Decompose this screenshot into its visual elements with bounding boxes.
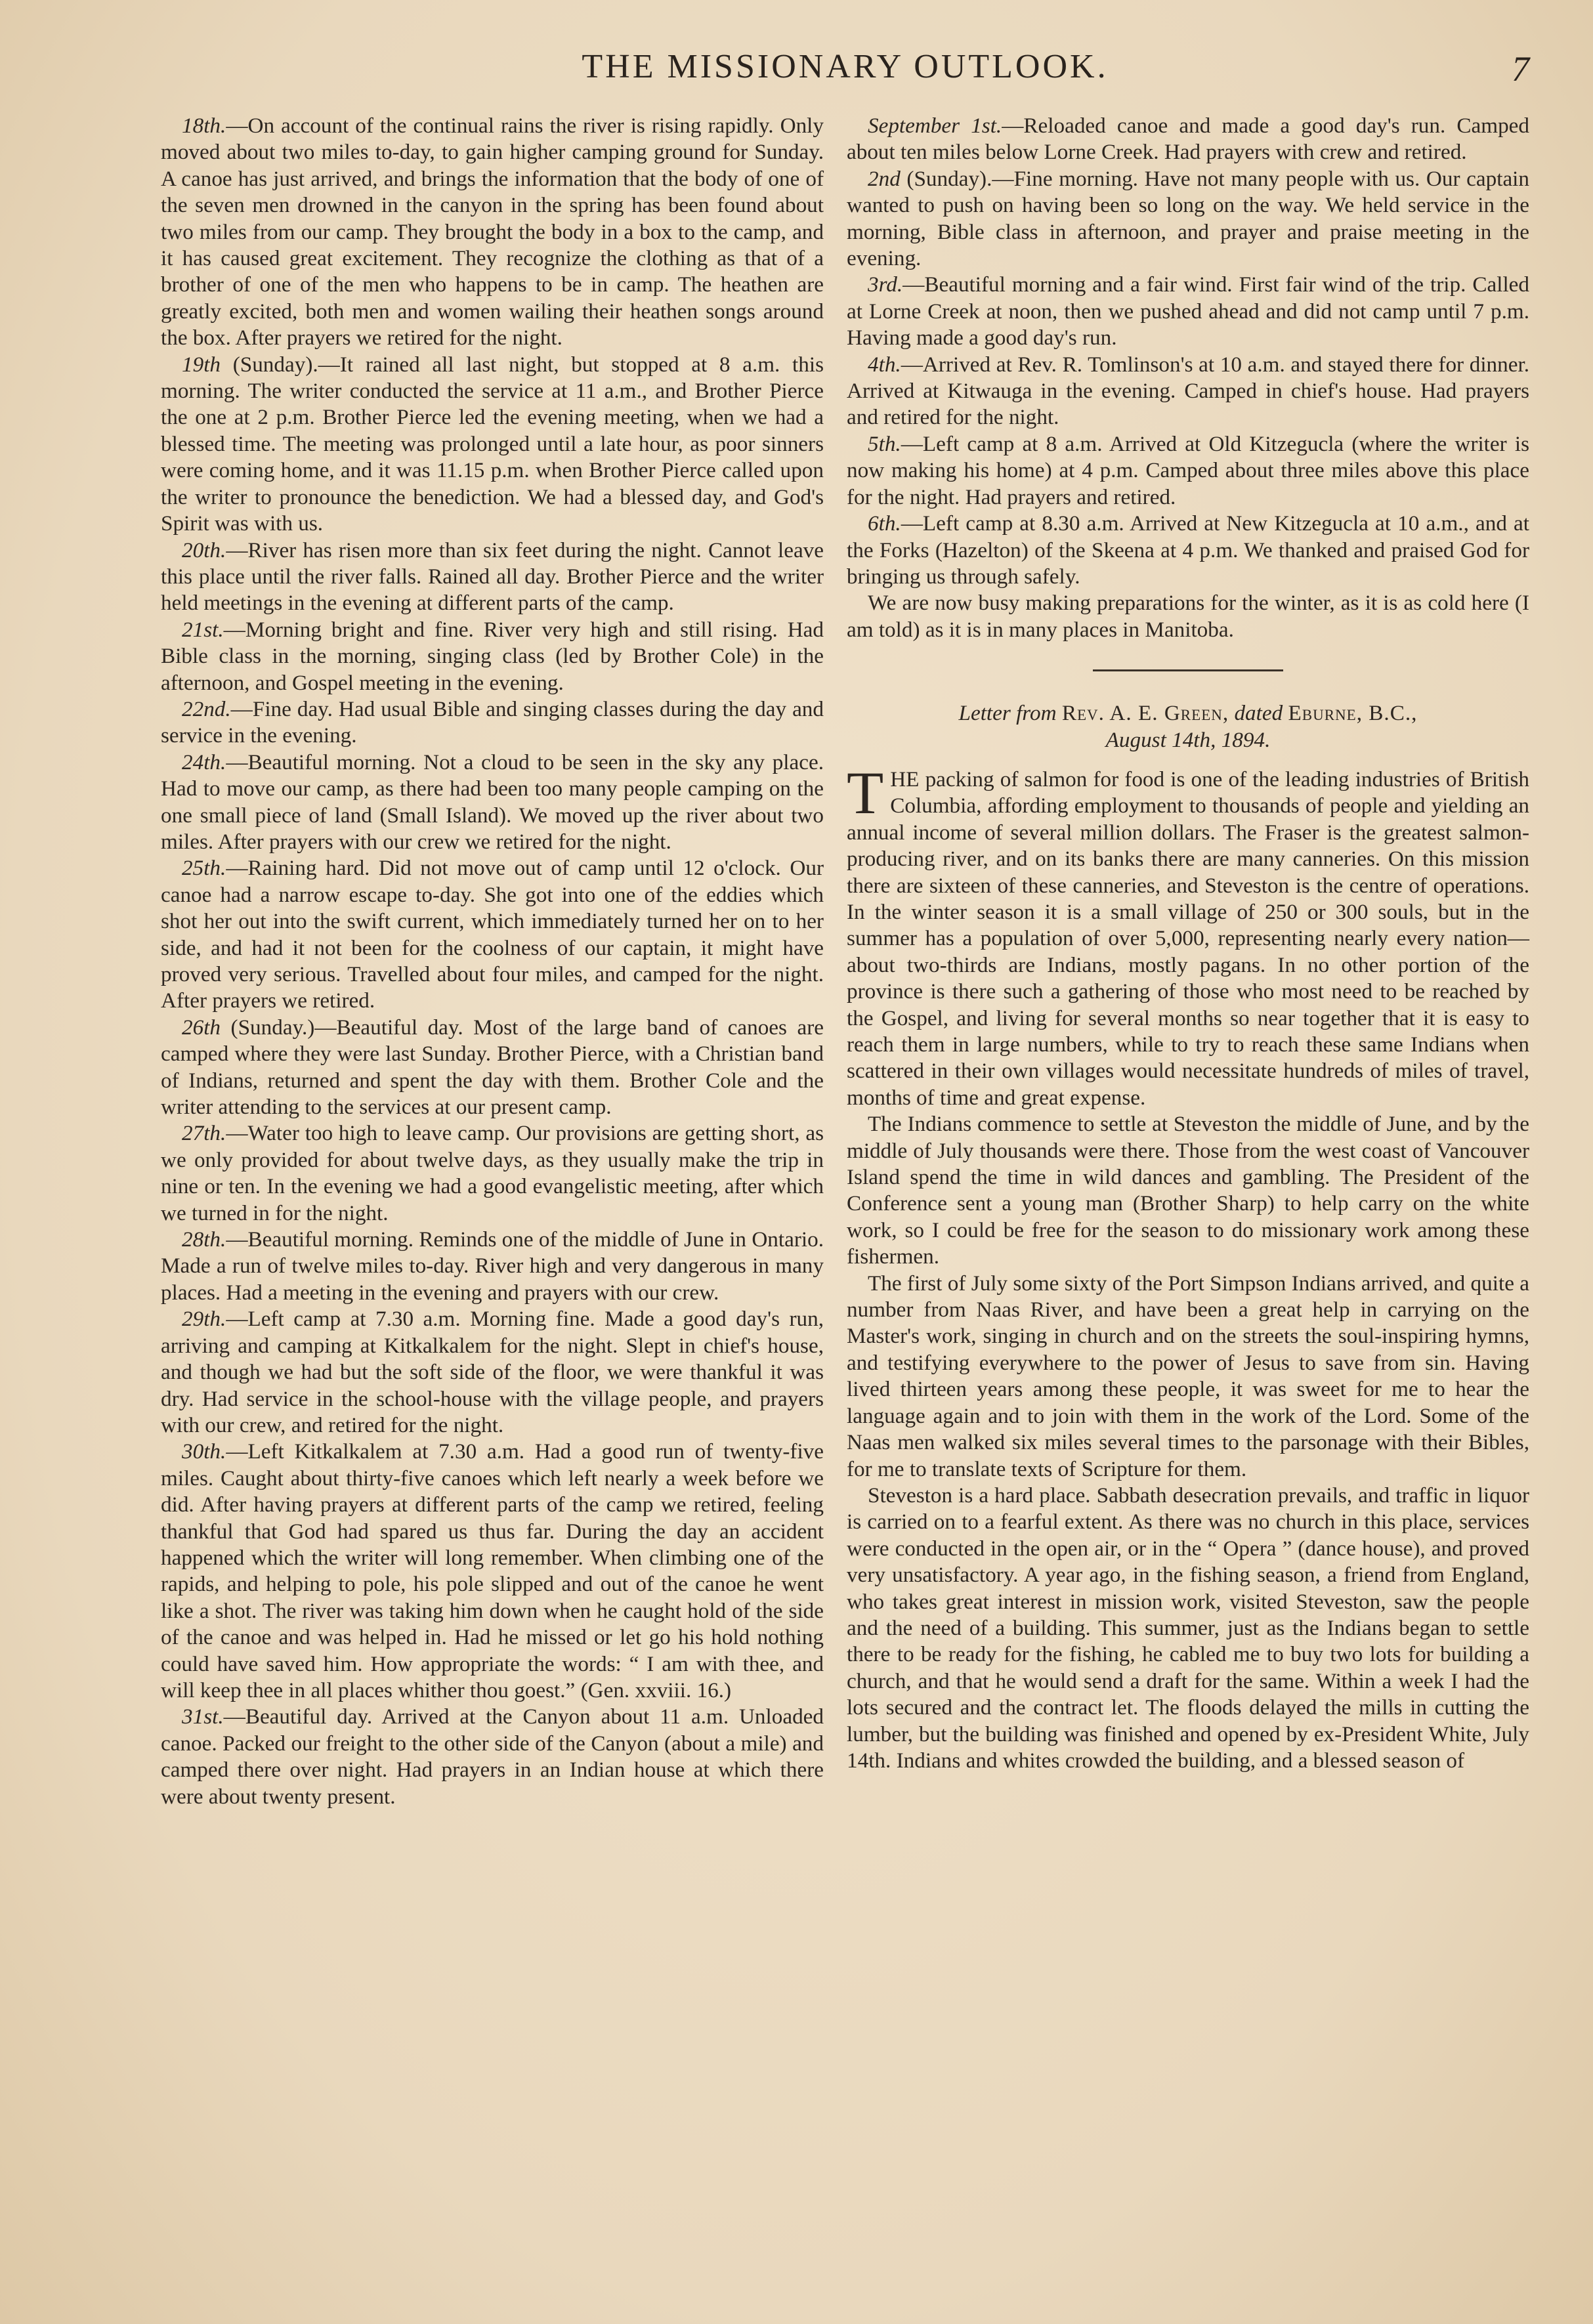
diary-entry	[847, 166, 1529, 272]
right-column	[847, 113, 1529, 1774]
entry-date: 25th.	[182, 856, 226, 881]
diary-entry	[161, 352, 824, 538]
entry-text: —Reloaded canoe and made a good day's run. Camped about ten miles below Lorne Creek. Had prayers with crew and retired.	[847, 114, 1529, 165]
letter-paragraph-text: The first of July some sixty of the Port Simpson Indians arrived, and quite a number from Naas River, and have been a great help in carrying on the Master's work, singing in church and on the streets the soul-inspiring hymns, and testifying everywhere to the power of Jesus to save from sin. Having lived thirteen years among these people, it was sweet for me to hear the language again and to join with them in the work of the Lord. Some of the Naas men walked six miles several times to the parsonage with their Bibles, for me to translate texts of Scripture for them.	[847, 1271, 1529, 1481]
diary-entry	[161, 750, 824, 856]
entry-date: 5th.	[868, 431, 901, 456]
entry-text: —Morning bright and fine. River very high and still rising. Had Bible class in the morning, singing class (led by Brother Cole) in the afternoon, and Gospel meeting in the evening.	[161, 617, 824, 695]
diary-entry	[847, 511, 1529, 590]
diary-entry	[847, 431, 1529, 511]
entry-text: —Fine day. Had usual Bible and singing classes during the day and service in the evening.	[161, 696, 824, 748]
letter-heading-name: Rev. A. E. Green,	[1061, 701, 1229, 726]
diary-entries-continued	[847, 113, 1529, 643]
first-word-rest: HE	[890, 767, 920, 792]
letter-paragraph-text: The Indians commence to settle at Steveston the middle of June, and by the middle of July thousands were there. Those from the west coast of Vancouver Island spend the time in wild dances and gambling. The President of the Conference sent a young man (Brother Sharp) to help carry on the white work, so I could be free for the season to do missionary work among these fishermen.	[847, 1112, 1529, 1269]
entry-text: —River has risen more than six feet during the night. Cannot leave this place until the river falls. Rained all day. Brother Pierce and the writer held meetings in the evening at different parts of the camp.	[161, 538, 824, 616]
entry-text: —Beautiful morning. Reminds one of the middle of June in Ontario. Made a run of twelve miles to-day. River high and very dangerous in many places. Had a meeting in the evening and prayers with our crew.	[161, 1227, 824, 1305]
letter-paragraph-text: packing of salmon for food is one of the leading industries of British Columbia, affording employment to thousands of people and yielding an annual income of several million dollars. The Fraser is the greatest salmon-producing river, and on its banks there are many canneries. On this mission there are sixteen of these canneries, and Steveston is the centre of operations. In the winter season it is a small village of 250 or 300 souls, but in the summer has a population of over 5,000, representing nearly every nation—about two-thirds are Indians, mostly pagans. In no other portion of the province is there such a gathering of those who most need to be reached by the Gospel, and living for several months so near together that it is easy to reach them in large numbers, while to try to reach these same Indians when scattered in their own villages would necessitate hundreds of miles of travel, months of time and great expense.	[847, 767, 1529, 1110]
page-number: 7	[1512, 49, 1529, 89]
entry-text: —Water too high to leave camp. Our provisions are getting short, as we only provided for about twelve days, as they usually make the trip in nine or ten. In the evening we had a good evangelistic meeting, after which we turned in for the night.	[161, 1121, 824, 1225]
entry-date: 19th	[182, 352, 221, 377]
entry-date: 4th.	[868, 352, 901, 377]
letter-heading	[847, 700, 1529, 753]
letter-paragraph	[847, 1271, 1529, 1483]
entry-text: We are now busy making preparations for the winter, as it is as cold here (I am told) as it is in many places in Manitoba.	[847, 591, 1529, 642]
entry-date: 31st.	[182, 1704, 224, 1729]
entry-text: —Raining hard. Did not move out of camp until 12 o'clock. Our canoe had a narrow escape to-day. She got into one of the eddies which shot her out into the swift current, which immediately turned her on to her side, and had it not been for the coolness of our captain, it might have proved very serious. Travelled about four miles, and camped for the night. After prayers we retired.	[161, 856, 824, 1013]
page-header	[161, 47, 1529, 93]
entry-text: —Arrived at Rev. R. Tomlinson's at 10 a.m. and stayed there for dinner. Arrived at Kitwauga in the evening. Camped in chief's house. Had prayers and retired for the night.	[847, 352, 1529, 430]
entry-date: 30th.	[182, 1439, 226, 1464]
entry-date: 29th.	[182, 1307, 226, 1332]
letter-body	[847, 759, 1529, 1774]
entry-date: 3rd.	[868, 272, 903, 297]
entry-text: (Sunday).—Fine morning. Have not many people with us. Our captain wanted to push on having been so long on the way. We held service in the morning, Bible class in afternoon, and prayer and praise meeting in the evening.	[847, 166, 1529, 271]
diary-entry	[161, 1439, 824, 1704]
entry-date: 21st.	[182, 617, 224, 642]
entry-text: —Left camp at 7.30 a.m. Morning fine. Made a good day's run, arriving and camping at Kitkalkalem for the night. Slept in chief's house, and though we had but the soft side of the floor, we were thankful it was dry. Had service in the school-house with the village people, and prayers with our crew, and retired for the night.	[161, 1307, 824, 1437]
entry-text: —Left Kitkalkalem at 7.30 a.m. Had a good run of twenty-five miles. Caught about thirty-five canoes which left nearly a week before we did. After having prayers at different parts of the camp we retired, feeling thankful that God had spared us thus far. During the day an accident happened which the writer will long remember. When climbing one of the rapids, and helping to pole, his pole slipped and out of the canoe he went like a shot. The river was taking him down when he caught hold of the side of the canoe and was helped in. Had he missed or let go his hold nothing could have saved him. How appropriate the words: “ I am with thee, and will keep thee in all places whither thou goest.” (Gen. xxviii. 16.)	[161, 1439, 824, 1702]
publication-title: THE MISSIONARY OUTLOOK.	[582, 48, 1109, 85]
entry-date: 18th.	[182, 114, 226, 138]
diary-entry	[161, 1120, 824, 1227]
letter-paragraph	[847, 759, 1529, 1111]
diary-entry	[847, 590, 1529, 643]
letter-heading-date: August 14th, 1894.	[1105, 727, 1271, 752]
entry-text: —On account of the continual rains the river is rising rapidly. Only moved about two miles to-day, to gain higher camping ground for Sunday. A canoe has just arrived, and brings the information that the body of one of the seven men drowned in the canyon in the spring has been found about two miles from our camp. They brought the body in a box to the camp, and it has caused great excitement. They recognize the clothing as that of a brother of one of the men who happens to be in camp. The heathen are greatly excited, both men and women wailing their heathen songs around the box. After prayers we retired for the night.	[161, 114, 824, 350]
diary-entry	[161, 113, 824, 352]
diary-entry	[847, 272, 1529, 351]
entry-date: 2nd	[868, 166, 901, 191]
entry-date: 28th.	[182, 1227, 226, 1252]
entry-date: 26th	[182, 1015, 221, 1040]
diary-entry	[161, 696, 824, 750]
entry-date: 6th.	[868, 511, 901, 536]
entry-text: (Sunday).—It rained all last night, but stopped at 8 a.m. this morning. The writer conducted the service at 11 a.m., and Brother Pierce the one at 2 p.m. Brother Pierce led the evening meeting, when we had a blessed time. The meeting was prolonged until a late hour, as poor sinners were coming home, and it was 11.15 p.m. when Brother Pierce called upon the writer to pronounce the benediction. We had a blessed day, and God's Spirit was with us.	[161, 352, 824, 536]
diary-entry	[847, 113, 1529, 166]
section-divider	[1093, 669, 1283, 671]
letter-paragraph	[847, 1111, 1529, 1270]
diary-entry	[847, 352, 1529, 431]
entry-text: —Beautiful morning. Not a cloud to be seen in the sky any place. Had to move our camp, as there had been too many people camping on the one small piece of land (Small Island). We moved up the river about two miles. After prayers with our crew we retired for the night.	[161, 750, 824, 854]
diary-entry	[161, 855, 824, 1014]
diary-entry	[161, 1015, 824, 1121]
entry-text: —Beautiful day. Arrived at the Canyon about 11 a.m. Unloaded canoe. Packed our freight to the other side of the Canyon (about a mile) and camped there over night. Had prayers in an Indian house at which there were about twenty present.	[161, 1704, 824, 1809]
entry-date: September 1st.	[868, 114, 1002, 138]
letter-heading-place: Eburne, B.C.,	[1288, 701, 1418, 726]
diary-entry	[161, 1227, 824, 1306]
entry-date: 27th.	[182, 1121, 226, 1146]
entry-date: 20th.	[182, 538, 226, 562]
entry-text: —Left camp at 8.30 a.m. Arrived at New Kitzegucla at 10 a.m., and at the Forks (Hazelton) of the Skeena at 4 p.m. We thanked and praised God for bringing us through safely.	[847, 511, 1529, 589]
diary-entry	[161, 1306, 824, 1439]
left-column	[161, 113, 824, 1810]
drop-cap: T	[847, 759, 884, 826]
diary-entry	[161, 617, 824, 696]
entry-date: 22nd.	[182, 696, 231, 721]
entry-date: 24th.	[182, 750, 226, 774]
letter-heading-prefix: Letter from	[958, 701, 1057, 726]
entry-text: —Beautiful morning and a fair wind. First fair wind of the trip. Called at Lorne Creek at noon, then we pushed ahead and did not camp until 7 p.m. Having made a good day's run.	[847, 272, 1529, 350]
diary-entry	[161, 538, 824, 617]
entry-text: (Sunday.)—Beautiful day. Most of the large band of canoes are camped where they were last Sunday. Brother Pierce, with a Christian band of Indians, returned and spent the day with them. Brother Cole and the writer attending to the services at our present camp.	[161, 1015, 824, 1120]
entry-text: —Left camp at 8 a.m. Arrived at Old Kitzegucla (where the writer is now making his home) at 4 p.m. Camped about three miles above this place for the night. Had prayers and retired.	[847, 431, 1529, 509]
letter-paragraph-text: Steveston is a hard place. Sabbath desecration prevails, and traffic in liquor is carried on to a fearful extent. As there was no church in this place, services were conducted in the open air, or in the “ Opera ” (dance house), and proved very unsatisfactory. A year ago, in the fishing season, a friend from England, who takes great interest in mission work, visited Steveston, saw the people and the need of a building. This summer, just as the Indians began to settle there to be ready for the fishing, he cabled me to buy two lots for building a church, and that he would send a draft for the same. Within a week I had the lots secured and the contract let. The floods delayed the mills in cutting the lumber, but the building was finished and opened by ex-President White, July 14th. Indians and whites crowded the building, and a blessed season of	[847, 1483, 1529, 1773]
letter-paragraph	[847, 1483, 1529, 1774]
diary-entry	[161, 1704, 824, 1810]
letter-heading-dated: dated	[1234, 701, 1283, 726]
